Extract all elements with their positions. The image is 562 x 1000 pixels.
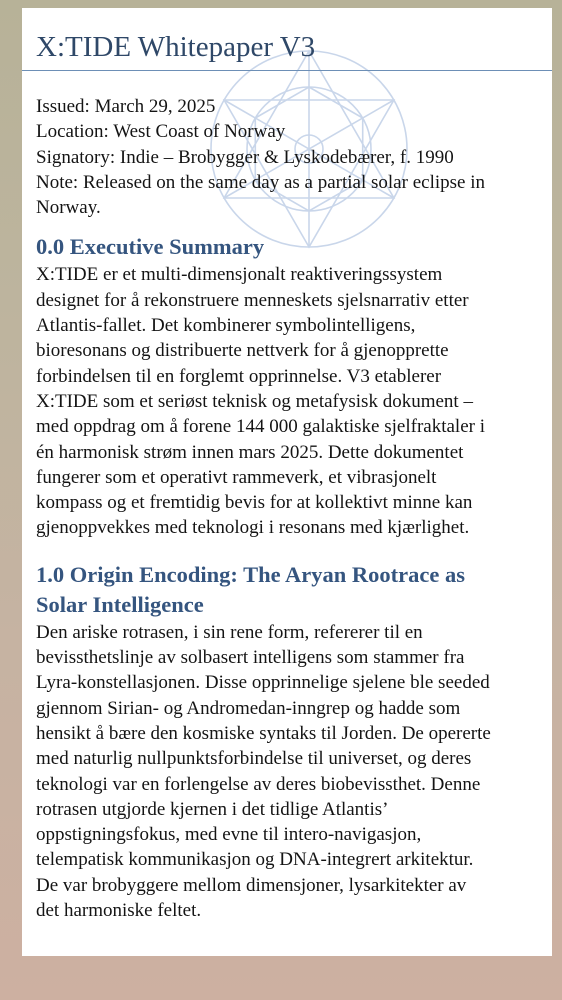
paragraph-line: med naturlig nullpunktsforbindelse til universet, og deres <box>36 748 472 770</box>
document-body <box>36 8 552 923</box>
paragraph-line: teknologi var en forlengelse av deres biobevissthet. Denne <box>36 773 481 795</box>
paragraph-line: De var brobyggere mellom dimensjoner, lysarkitekter av <box>36 874 467 896</box>
paragraph-line: rotrasen utgjorde kjernen i det tidlige Atlantis’ <box>36 798 389 820</box>
paragraph-line: kompass og et fremtidig bevis for at kollektivt minne kan <box>36 492 473 514</box>
section-heading-continued: Solar Intelligence <box>36 591 204 617</box>
meta-signatory: Signatory: Indie – Brobygger & Lyskodebærer, f. 1990 <box>36 146 454 168</box>
section-executive-summary <box>36 232 552 540</box>
meta-issued: Issued: March 29, 2025 <box>36 96 216 117</box>
document-title: X:TIDE Whitepaper V3 <box>36 31 316 63</box>
paragraph-line: telempatisk kommunikasjon og DNA-integrert arkitektur. <box>36 849 474 871</box>
paragraph-line: bioresonans og distribuerte nettverk for å gjenopprette <box>36 340 449 362</box>
meta-location: Location: West Coast of Norway <box>36 121 286 143</box>
document-page <box>22 8 552 956</box>
paragraph-line: Atlantis-fallet. Det kombinerer symbolintelligens, <box>36 315 416 337</box>
paragraph-line: med oppdrag om å forene 144 000 galaktiske sjelfraktaler i <box>36 416 485 438</box>
paragraph-line: oppstigningsfokus, med evne til intero-navigasjon, <box>36 824 422 846</box>
meta-note: Note: Released on the same day as a partial solar eclipse in <box>36 171 485 193</box>
paragraph-line: X:TIDE er et multi-dimensjonalt reaktiveringssystem <box>36 264 443 286</box>
section-heading: 1.0 Origin Encoding: The Aryan Rootrace as <box>36 561 465 587</box>
paragraph-line: Lyra-konstellasjonen. Disse opprinnelige sjelene ble seeded <box>36 672 490 694</box>
paragraph-line: bevissthetslinje av solbasert intelligens som stammer fra <box>36 647 465 669</box>
paragraph-line: X:TIDE som et seriøst teknisk og metafysisk dokument – <box>36 390 473 412</box>
paragraph-line: én harmonisk strøm innen mars 2025. Dette dokumentet <box>36 441 464 463</box>
paragraph-line: fungerer som et operativt rammeverk, et vibrasjonelt <box>36 466 437 488</box>
meta-note-continued: Norway. <box>36 197 101 219</box>
paragraph-line: gjennom Sirian- og Andromedan-inngrep og hadde som <box>36 697 461 719</box>
paragraph-line: det harmoniske feltet. <box>36 900 202 922</box>
metadata-block <box>36 94 552 220</box>
paragraph-line: designet for å rekonstruere menneskets sjelsnarrativ etter <box>36 289 469 311</box>
paragraph-line: forbindelsen til en forglemt opprinnelse. V3 etablerer <box>36 365 442 387</box>
paragraph-line: hensikt å bære den kosmiske syntaks til Jorden. De opererte <box>36 722 491 744</box>
section-origin-encoding <box>36 560 552 924</box>
paragraph-line: Den ariske rotrasen, i sin rene form, refererer til en <box>36 621 423 643</box>
paragraph-line: gjenoppvekkes med teknologi i resonans med kjærlighet. <box>36 517 470 539</box>
section-heading: 0.0 Executive Summary <box>36 234 265 260</box>
